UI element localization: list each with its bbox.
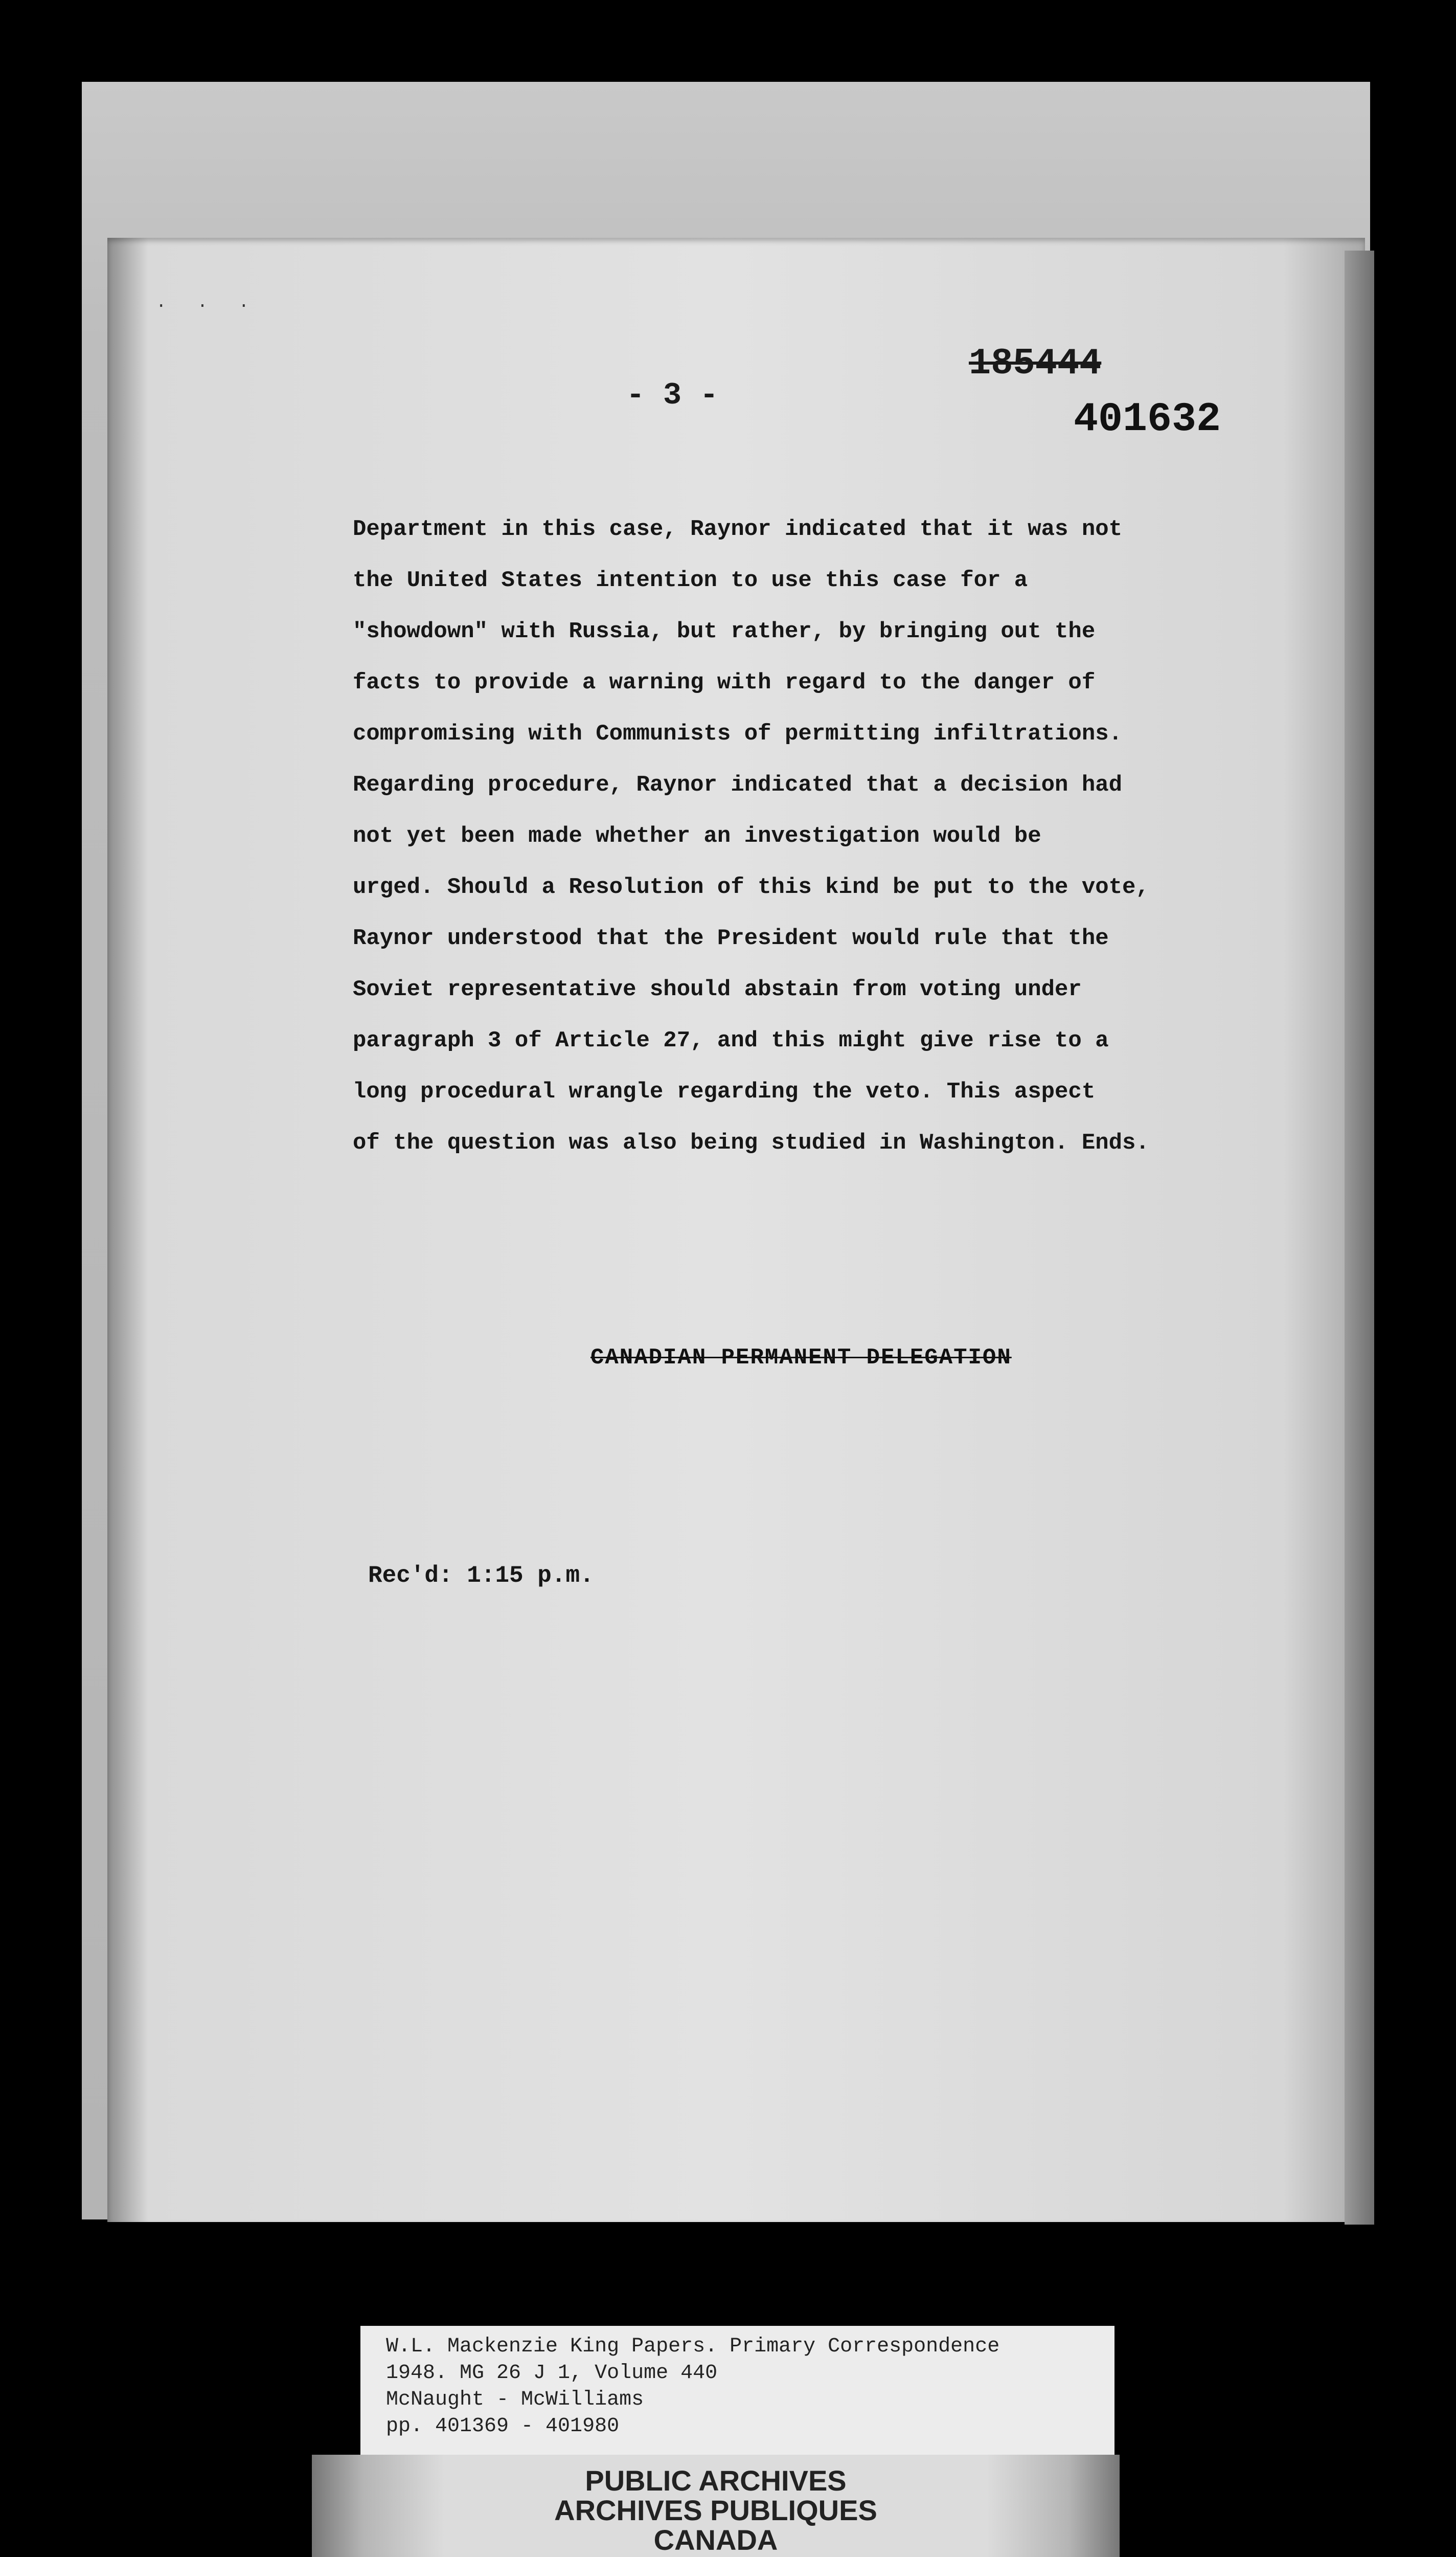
body-line: the United States intention to use this case for a — [353, 568, 1028, 593]
archive-number: 401632 — [1074, 396, 1221, 443]
body-line: compromising with Communists of permitting infiltrations. — [353, 721, 1123, 747]
body-line: facts to provide a warning with regard to the danger of — [353, 670, 1096, 696]
body-line: Department in this case, Raynor indicated that it was not — [353, 517, 1123, 542]
citation-line: McNaught - McWilliams — [386, 2388, 644, 2411]
archive-citation-label — [360, 2326, 1114, 2458]
citation-line: W.L. Mackenzie King Papers. Primary Correspondence — [386, 2335, 1000, 2358]
body-line: "showdown" with Russia, but rather, by bringing out the — [353, 619, 1096, 644]
citation-line: 1948. MG 26 J 1, Volume 440 — [386, 2362, 718, 2385]
page-number: - 3 - — [626, 378, 719, 413]
document-body — [353, 504, 1314, 1169]
body-line: Raynor understood that the President would rule that the — [353, 926, 1109, 951]
signature-delegation: CANADIAN PERMANENT DELEGATION — [590, 1345, 1012, 1371]
page-edge-shadow — [1345, 251, 1374, 2225]
citation-line: pp. 401369 - 401980 — [386, 2415, 620, 2438]
body-line: paragraph 3 of Article 27, and this might give rise to a — [353, 1028, 1109, 1053]
archives-line-french: ARCHIVES PUBLIQUES — [554, 2494, 877, 2526]
body-line: not yet been made whether an investigation would be — [353, 823, 1041, 849]
received-time: Rec'd: 1:15 p.m. — [368, 1562, 594, 1589]
margin-marks: · · · — [156, 297, 260, 316]
body-line: of the question was also being studied in Washington. Ends. — [353, 1130, 1149, 1156]
body-line: Soviet representative should abstain from voting under — [353, 977, 1082, 1002]
body-line: Regarding procedure, Raynor indicated that a decision had — [353, 772, 1123, 798]
body-line: urged. Should a Resolution of this kind be put to the vote, — [353, 874, 1149, 900]
struck-archive-number: 185444 — [969, 343, 1102, 385]
body-line: long procedural wrangle regarding the veto. This aspect — [353, 1079, 1096, 1105]
archives-line-english: PUBLIC ARCHIVES — [585, 2464, 847, 2497]
public-archives-banner — [312, 2455, 1120, 2557]
archives-line-country: CANADA — [653, 2524, 778, 2556]
